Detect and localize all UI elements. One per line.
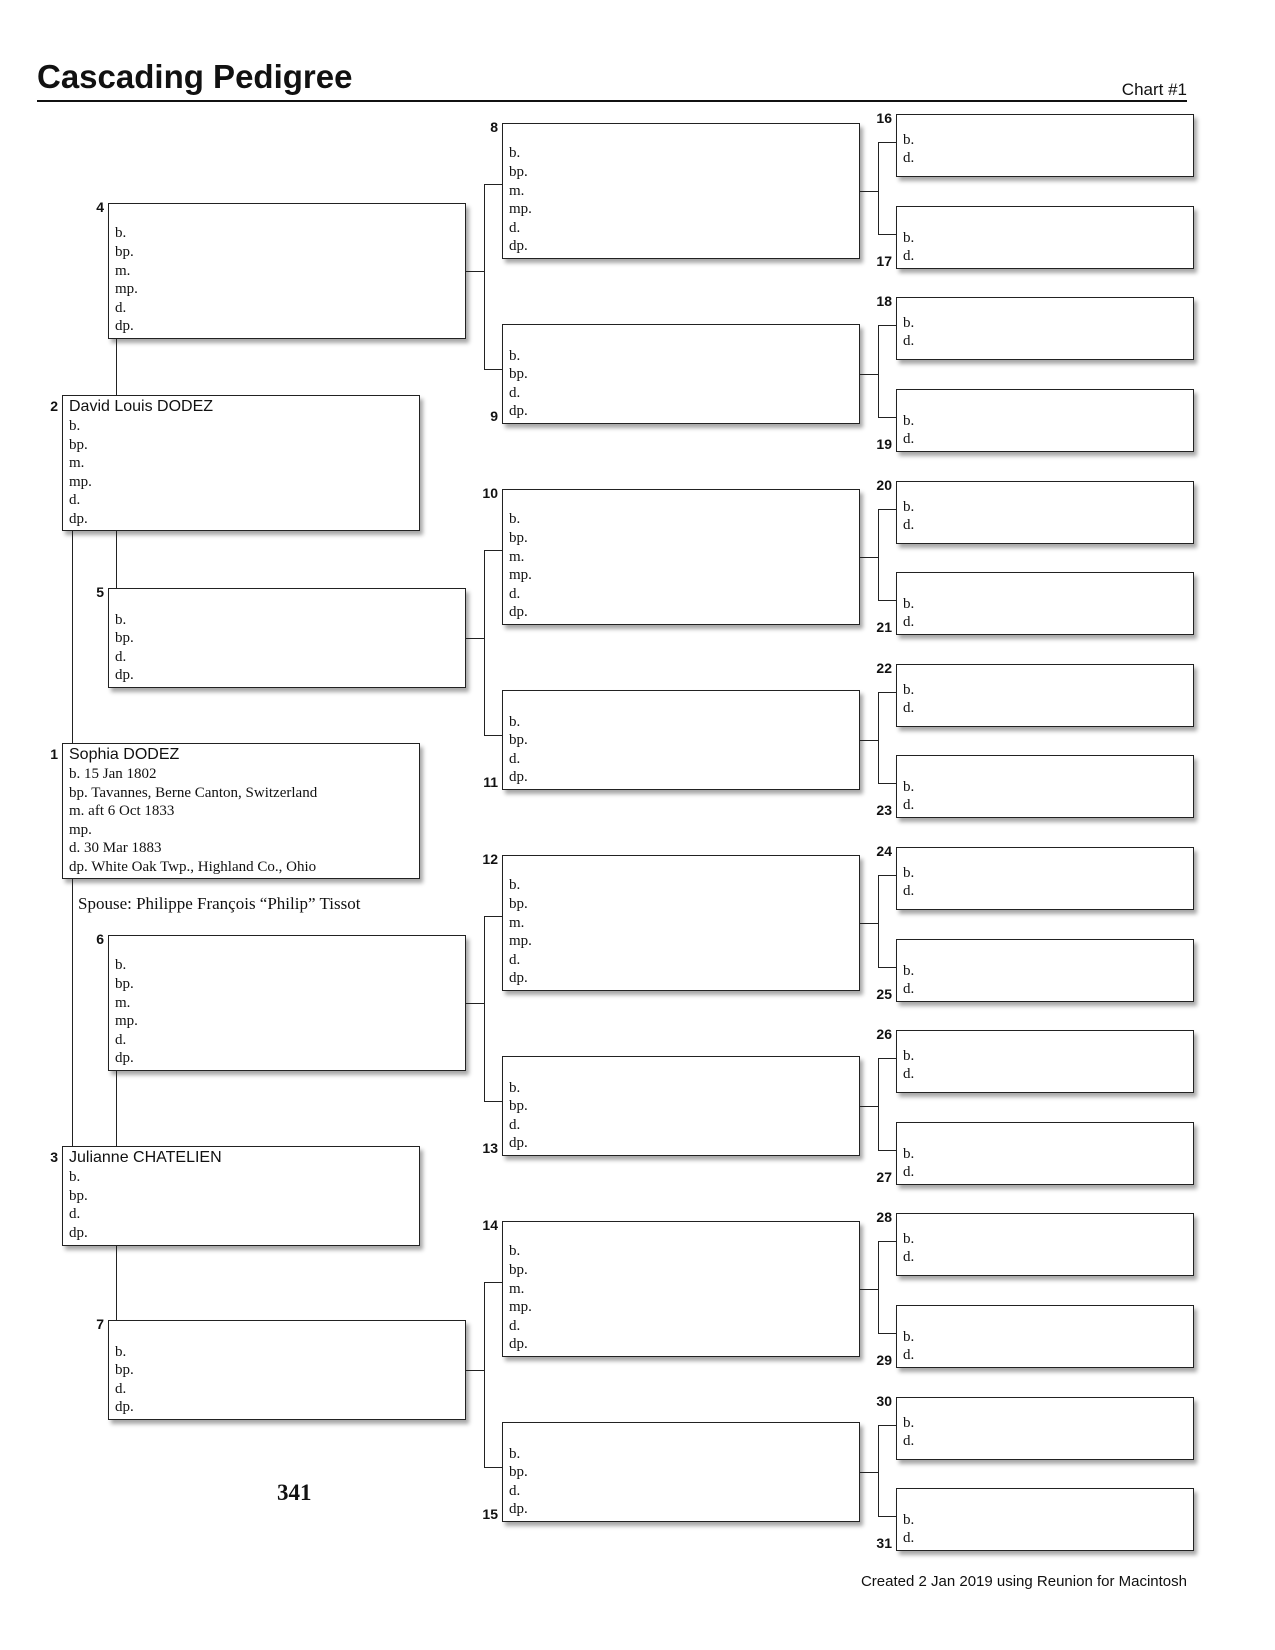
person-box-5 bbox=[108, 588, 466, 688]
person-fact-17-0: b. bbox=[903, 229, 915, 246]
person-fact-26-0: b. bbox=[903, 1047, 915, 1064]
connector-5-bracket bbox=[484, 550, 485, 736]
person-fact-15-2: d. bbox=[509, 1482, 521, 1499]
person-fact-2-5: dp. bbox=[69, 510, 88, 527]
person-fact-5-1: bp. bbox=[115, 630, 134, 647]
person-fact-19-0: b. bbox=[903, 412, 915, 429]
person-fact-1-2: m. aft 6 Oct 1833 bbox=[69, 803, 175, 820]
person-fact-27-0: b. bbox=[903, 1145, 915, 1162]
person-fact-9-2: d. bbox=[509, 384, 521, 401]
person-box-22 bbox=[896, 664, 1194, 727]
person-fact-19-1: d. bbox=[903, 431, 915, 448]
footer-credit: Created 2 Jan 2019 using Reunion for Macintosh bbox=[860, 1573, 1187, 1590]
person-details-15 bbox=[509, 1445, 528, 1519]
connector-2-4 bbox=[116, 339, 117, 395]
person-fact-3-3: dp. bbox=[69, 1224, 88, 1241]
connector-5-stem bbox=[466, 638, 484, 639]
person-fact-24-0: b. bbox=[903, 864, 915, 881]
person-details-29 bbox=[903, 1328, 914, 1365]
connector-13-upper bbox=[878, 1058, 896, 1059]
connector-9-lower bbox=[878, 417, 896, 418]
connector-4-lower bbox=[484, 369, 502, 370]
person-details-8 bbox=[509, 144, 532, 256]
person-fact-20-0: b. bbox=[903, 498, 915, 515]
connector-15-upper bbox=[878, 1425, 896, 1426]
person-box-14 bbox=[502, 1221, 860, 1357]
person-fact-23-0: b. bbox=[903, 778, 915, 795]
person-name-2: David Louis DODEZ bbox=[69, 398, 214, 415]
person-fact-29-0: b. bbox=[903, 1328, 915, 1345]
ahnentafel-number-30: 30 bbox=[876, 1393, 892, 1409]
person-fact-3-1: bp. bbox=[69, 1187, 88, 1204]
person-details-24 bbox=[903, 864, 914, 901]
ahnentafel-number-4: 4 bbox=[96, 199, 104, 215]
person-fact-10-5: dp. bbox=[509, 604, 528, 621]
person-box-28 bbox=[896, 1213, 1194, 1276]
person-details-30 bbox=[903, 1414, 914, 1451]
person-details-17 bbox=[903, 229, 914, 266]
page-number: 341 bbox=[277, 1480, 312, 1505]
person-box-1 bbox=[62, 743, 420, 879]
ahnentafel-number-5: 5 bbox=[96, 584, 104, 600]
person-fact-8-0: b. bbox=[509, 145, 521, 162]
person-fact-12-5: dp. bbox=[509, 970, 528, 987]
person-fact-8-4: d. bbox=[509, 219, 521, 236]
ahnentafel-number-11: 11 bbox=[483, 774, 498, 790]
person-fact-22-0: b. bbox=[903, 681, 915, 698]
person-fact-5-3: dp. bbox=[115, 667, 134, 684]
person-details-9 bbox=[509, 347, 528, 421]
ahnentafel-number-10: 10 bbox=[482, 485, 498, 501]
ahnentafel-number-17: 17 bbox=[876, 253, 892, 269]
connector-13-lower bbox=[878, 1150, 896, 1151]
person-fact-6-1: bp. bbox=[115, 976, 134, 993]
person-fact-30-1: d. bbox=[903, 1433, 915, 1450]
person-fact-14-0: b. bbox=[509, 1243, 521, 1260]
connector-8-stem bbox=[860, 191, 878, 192]
connector-5-upper bbox=[484, 550, 502, 551]
person-fact-25-0: b. bbox=[903, 962, 915, 979]
person-fact-5-0: b. bbox=[115, 611, 127, 628]
person-fact-6-0: b. bbox=[115, 957, 127, 974]
person-details-12 bbox=[509, 876, 532, 988]
person-fact-4-2: m. bbox=[115, 262, 131, 279]
person-fact-1-0: b. 15 Jan 1802 bbox=[69, 766, 157, 782]
ahnentafel-number-18: 18 bbox=[876, 293, 892, 309]
person-fact-11-0: b. bbox=[509, 713, 521, 730]
connector-15-bracket bbox=[878, 1425, 879, 1517]
person-fact-8-3: mp. bbox=[509, 201, 532, 218]
person-fact-4-5: dp. bbox=[115, 318, 134, 335]
person-fact-9-3: dp. bbox=[509, 403, 528, 420]
person-box-24 bbox=[896, 847, 1194, 910]
person-fact-12-4: d. bbox=[509, 951, 521, 968]
ahnentafel-number-31: 31 bbox=[876, 1535, 892, 1551]
person-fact-11-2: d. bbox=[509, 750, 521, 767]
ahnentafel-number-2: 2 bbox=[50, 398, 58, 414]
ahnentafel-number-19: 19 bbox=[876, 436, 892, 452]
person-fact-28-1: d. bbox=[903, 1249, 915, 1266]
person-fact-8-1: bp. bbox=[509, 164, 528, 181]
person-box-25 bbox=[896, 939, 1194, 1002]
person-fact-28-0: b. bbox=[903, 1230, 915, 1247]
person-details-25 bbox=[903, 962, 914, 999]
connector-10-bracket bbox=[878, 509, 879, 601]
person-details-4 bbox=[115, 224, 138, 336]
connector-12-upper bbox=[878, 875, 896, 876]
person-details-19 bbox=[903, 412, 914, 449]
person-fact-4-0: b. bbox=[115, 225, 127, 242]
ahnentafel-number-13: 13 bbox=[482, 1140, 498, 1156]
person-fact-10-4: d. bbox=[509, 585, 521, 602]
person-fact-2-1: bp. bbox=[69, 436, 88, 453]
person-fact-12-3: mp. bbox=[509, 933, 532, 950]
person-box-27 bbox=[896, 1122, 1194, 1185]
person-details-2 bbox=[69, 397, 419, 529]
ahnentafel-number-26: 26 bbox=[876, 1026, 892, 1042]
person-fact-13-1: bp. bbox=[509, 1098, 528, 1115]
person-fact-14-2: m. bbox=[509, 1280, 525, 1297]
person-fact-6-4: d. bbox=[115, 1031, 127, 1048]
ahnentafel-number-1: 1 bbox=[50, 746, 58, 762]
ahnentafel-number-6: 6 bbox=[96, 931, 104, 947]
person-box-21 bbox=[896, 572, 1194, 635]
ahnentafel-number-27: 27 bbox=[876, 1169, 892, 1185]
person-fact-4-4: d. bbox=[115, 299, 127, 316]
person-fact-26-1: d. bbox=[903, 1066, 915, 1083]
person-details-6 bbox=[115, 956, 138, 1068]
person-fact-6-5: dp. bbox=[115, 1050, 134, 1067]
connector-10-stem bbox=[860, 557, 878, 558]
person-box-31 bbox=[896, 1488, 1194, 1551]
person-fact-18-0: b. bbox=[903, 314, 915, 331]
person-fact-17-1: d. bbox=[903, 248, 915, 265]
connector-10-lower bbox=[878, 600, 896, 601]
person-fact-6-2: m. bbox=[115, 994, 131, 1011]
ahnentafel-number-3: 3 bbox=[50, 1149, 58, 1165]
connector-10-upper bbox=[878, 509, 896, 510]
person-fact-13-3: dp. bbox=[509, 1135, 528, 1152]
person-fact-31-0: b. bbox=[903, 1511, 915, 1528]
person-box-15 bbox=[502, 1422, 860, 1522]
person-fact-11-1: bp. bbox=[509, 732, 528, 749]
person-fact-15-3: dp. bbox=[509, 1501, 528, 1518]
connector-7-upper bbox=[484, 1282, 502, 1283]
person-box-7 bbox=[108, 1320, 466, 1420]
person-fact-10-0: b. bbox=[509, 511, 521, 528]
person-fact-3-2: d. bbox=[69, 1206, 81, 1223]
person-fact-8-5: dp. bbox=[509, 238, 528, 255]
connector-6-upper bbox=[484, 916, 502, 917]
chart-title: Cascading Pedigree bbox=[37, 58, 353, 95]
person-fact-10-1: bp. bbox=[509, 530, 528, 547]
connector-4-stem bbox=[466, 271, 484, 272]
connector-2-5 bbox=[116, 531, 117, 588]
person-fact-31-1: d. bbox=[903, 1530, 915, 1547]
person-fact-25-1: d. bbox=[903, 981, 915, 998]
connector-8-upper bbox=[878, 142, 896, 143]
person-box-17 bbox=[896, 206, 1194, 269]
person-details-1 bbox=[69, 745, 419, 877]
connector-6-stem bbox=[466, 1003, 484, 1004]
connector-12-lower bbox=[878, 967, 896, 968]
person-box-29 bbox=[896, 1305, 1194, 1368]
person-fact-7-3: dp. bbox=[115, 1399, 134, 1416]
person-box-20 bbox=[896, 481, 1194, 544]
connector-11-stem bbox=[860, 740, 878, 741]
person-box-16 bbox=[896, 114, 1194, 177]
person-fact-10-3: mp. bbox=[509, 567, 532, 584]
person-fact-14-1: bp. bbox=[509, 1262, 528, 1279]
person-details-18 bbox=[903, 314, 914, 351]
person-box-8 bbox=[502, 123, 860, 259]
person-fact-1-5: dp. White Oak Twp., Highland Co., Ohio bbox=[69, 858, 317, 875]
person-fact-6-3: mp. bbox=[115, 1013, 138, 1030]
person-details-16 bbox=[903, 131, 914, 168]
person-fact-5-2: d. bbox=[115, 648, 127, 665]
connector-12-bracket bbox=[878, 875, 879, 968]
person-fact-24-1: d. bbox=[903, 883, 915, 900]
person-fact-16-0: b. bbox=[903, 131, 915, 148]
connector-9-upper bbox=[878, 325, 896, 326]
person-box-9 bbox=[502, 324, 860, 424]
person-fact-1-3: mp. bbox=[69, 821, 92, 838]
title-rule bbox=[37, 100, 1187, 102]
connector-6-bracket bbox=[484, 916, 485, 1102]
connector-5-lower bbox=[484, 735, 502, 736]
person-details-21 bbox=[903, 595, 914, 632]
ahnentafel-number-21: 21 bbox=[876, 619, 892, 635]
connector-11-bracket bbox=[878, 692, 879, 784]
person-fact-27-1: d. bbox=[903, 1164, 915, 1181]
ahnentafel-number-16: 16 bbox=[876, 110, 892, 126]
person-box-2 bbox=[62, 395, 420, 531]
person-fact-11-3: dp. bbox=[509, 769, 528, 786]
person-box-23 bbox=[896, 755, 1194, 818]
ahnentafel-number-29: 29 bbox=[876, 1352, 892, 1368]
connector-1-3 bbox=[72, 879, 73, 1146]
connector-14-upper bbox=[878, 1241, 896, 1242]
person-fact-2-0: b. bbox=[69, 418, 81, 434]
ahnentafel-number-24: 24 bbox=[876, 843, 892, 859]
person-fact-2-2: m. bbox=[69, 455, 85, 472]
person-details-14 bbox=[509, 1242, 532, 1354]
person-box-4 bbox=[108, 203, 466, 339]
person-fact-2-4: d. bbox=[69, 492, 81, 509]
connector-3-6 bbox=[116, 1071, 117, 1146]
connector-4-bracket bbox=[484, 184, 485, 370]
person-box-19 bbox=[896, 389, 1194, 452]
connector-7-stem bbox=[466, 1370, 484, 1371]
connector-15-lower bbox=[878, 1516, 896, 1517]
connector-15-stem bbox=[860, 1472, 878, 1473]
connector-13-stem bbox=[860, 1106, 878, 1107]
ahnentafel-number-8: 8 bbox=[490, 119, 498, 135]
person-fact-9-1: bp. bbox=[509, 366, 528, 383]
connector-11-upper bbox=[878, 692, 896, 693]
spouse-note: Spouse: Philippe François “Philip” Tissot bbox=[78, 894, 361, 913]
person-fact-10-2: m. bbox=[509, 548, 525, 565]
person-box-11 bbox=[502, 690, 860, 790]
person-details-3 bbox=[69, 1148, 419, 1242]
person-fact-21-1: d. bbox=[903, 614, 915, 631]
ahnentafel-number-28: 28 bbox=[876, 1209, 892, 1225]
person-fact-14-5: dp. bbox=[509, 1336, 528, 1353]
connector-14-stem bbox=[860, 1289, 878, 1290]
person-fact-14-3: mp. bbox=[509, 1299, 532, 1316]
connector-14-lower bbox=[878, 1333, 896, 1334]
person-details-10 bbox=[509, 510, 532, 622]
person-fact-1-4: d. 30 Mar 1883 bbox=[69, 840, 162, 857]
person-fact-15-0: b. bbox=[509, 1445, 521, 1462]
person-fact-15-1: bp. bbox=[509, 1464, 528, 1481]
person-box-26 bbox=[896, 1030, 1194, 1093]
person-details-11 bbox=[509, 713, 528, 787]
person-fact-7-2: d. bbox=[115, 1380, 127, 1397]
person-details-26 bbox=[903, 1047, 914, 1084]
ahnentafel-number-15: 15 bbox=[482, 1506, 498, 1522]
ahnentafel-number-23: 23 bbox=[876, 802, 892, 818]
person-fact-4-1: bp. bbox=[115, 244, 134, 261]
person-fact-12-2: m. bbox=[509, 914, 525, 931]
person-name-1: Sophia DODEZ bbox=[69, 746, 180, 763]
ahnentafel-number-7: 7 bbox=[96, 1316, 104, 1332]
connector-13-bracket bbox=[878, 1058, 879, 1151]
person-details-27 bbox=[903, 1145, 914, 1182]
person-box-30 bbox=[896, 1397, 1194, 1460]
connector-4-upper bbox=[484, 184, 502, 185]
ahnentafel-number-12: 12 bbox=[482, 851, 498, 867]
person-fact-13-2: d. bbox=[509, 1116, 521, 1133]
chart-number: Chart #1 bbox=[1121, 80, 1187, 99]
person-fact-12-1: bp. bbox=[509, 896, 528, 913]
connector-9-bracket bbox=[878, 325, 879, 418]
connector-14-bracket bbox=[878, 1241, 879, 1334]
person-details-20 bbox=[903, 498, 914, 535]
connector-1-2 bbox=[72, 531, 73, 743]
person-box-6 bbox=[108, 935, 466, 1071]
person-fact-18-1: d. bbox=[903, 333, 915, 350]
person-fact-13-0: b. bbox=[509, 1079, 521, 1096]
person-box-18 bbox=[896, 297, 1194, 360]
connector-8-lower bbox=[878, 234, 896, 235]
person-details-13 bbox=[509, 1079, 528, 1153]
person-fact-4-3: mp. bbox=[115, 281, 138, 298]
connector-11-lower bbox=[878, 783, 896, 784]
person-fact-12-0: b. bbox=[509, 877, 521, 894]
connector-7-bracket bbox=[484, 1282, 485, 1468]
person-details-5 bbox=[115, 611, 134, 685]
person-details-23 bbox=[903, 778, 914, 815]
person-fact-20-1: d. bbox=[903, 517, 915, 534]
connector-8-bracket bbox=[878, 142, 879, 235]
person-details-22 bbox=[903, 681, 914, 718]
person-box-10 bbox=[502, 489, 860, 625]
person-fact-1-1: bp. Tavannes, Berne Canton, Switzerland bbox=[69, 784, 318, 801]
person-fact-21-0: b. bbox=[903, 595, 915, 612]
person-fact-23-1: d. bbox=[903, 797, 915, 814]
person-fact-8-2: m. bbox=[509, 182, 525, 199]
connector-7-lower bbox=[484, 1467, 502, 1468]
person-name-3: Julianne CHATELIEN bbox=[69, 1149, 222, 1166]
ahnentafel-number-9: 9 bbox=[490, 408, 498, 424]
connector-9-stem bbox=[860, 374, 878, 375]
person-fact-9-0: b. bbox=[509, 347, 521, 364]
person-box-3 bbox=[62, 1146, 420, 1246]
connector-12-stem bbox=[860, 923, 878, 924]
person-fact-16-1: d. bbox=[903, 150, 915, 167]
person-box-13 bbox=[502, 1056, 860, 1156]
person-fact-30-0: b. bbox=[903, 1414, 915, 1431]
person-fact-29-1: d. bbox=[903, 1347, 915, 1364]
person-details-28 bbox=[903, 1230, 914, 1267]
connector-6-lower bbox=[484, 1101, 502, 1102]
ahnentafel-number-20: 20 bbox=[876, 477, 892, 493]
person-fact-14-4: d. bbox=[509, 1317, 521, 1334]
ahnentafel-number-14: 14 bbox=[482, 1217, 498, 1233]
person-details-7 bbox=[115, 1343, 134, 1417]
person-fact-7-0: b. bbox=[115, 1343, 127, 1360]
person-box-12 bbox=[502, 855, 860, 991]
ahnentafel-number-22: 22 bbox=[876, 660, 892, 676]
person-fact-2-3: mp. bbox=[69, 473, 92, 490]
person-fact-7-1: bp. bbox=[115, 1362, 134, 1379]
connector-3-7 bbox=[116, 1246, 117, 1320]
person-fact-22-1: d. bbox=[903, 700, 915, 717]
ahnentafel-number-25: 25 bbox=[876, 986, 892, 1002]
person-details-31 bbox=[903, 1511, 914, 1548]
person-fact-3-0: b. bbox=[69, 1169, 81, 1185]
